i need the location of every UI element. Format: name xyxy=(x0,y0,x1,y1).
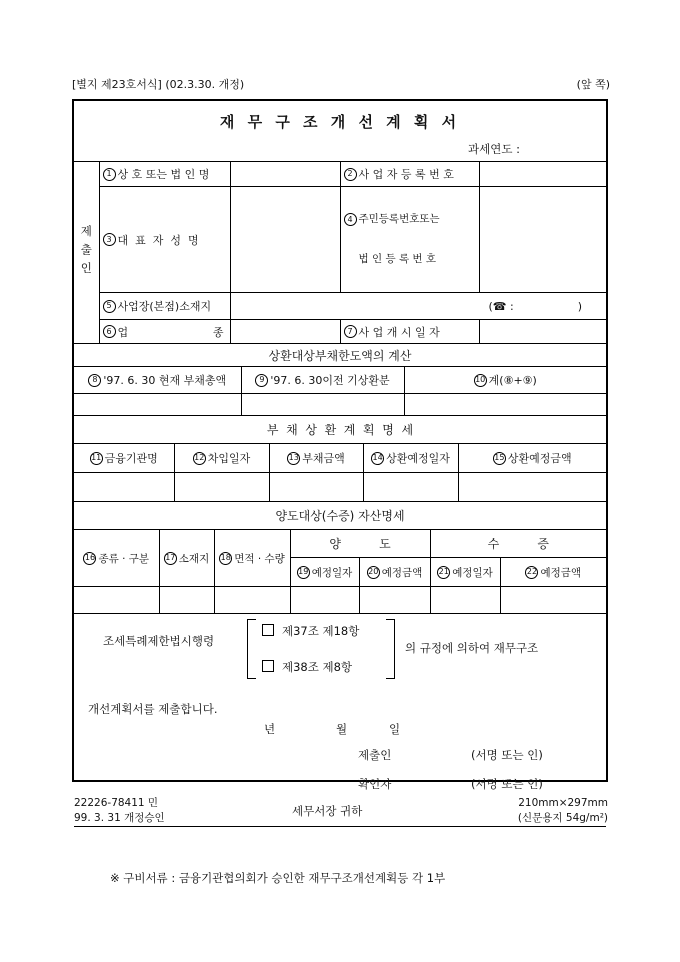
phone-open: (☎ : xyxy=(488,299,514,313)
asset-kind-header-cell xyxy=(74,530,159,587)
debt-amount-value-cell[interactable] xyxy=(269,473,363,502)
business-start-date-value-cell[interactable] xyxy=(479,320,606,344)
transfer-amount-header-cell xyxy=(359,558,430,587)
gift-amount-value-cell[interactable] xyxy=(500,587,606,614)
date-day-label: 일 xyxy=(389,722,401,736)
circled-13: 13 xyxy=(287,452,300,465)
declaration-suffix: 의 규정에 의하여 재무구조 xyxy=(405,641,539,655)
footer-right xyxy=(518,796,608,825)
confirmer-sign-note: (서명 또는 인) xyxy=(471,777,543,791)
representative-name-label: 대 표 자 성 명 xyxy=(117,233,199,247)
debt-amount-header: 부채금액 xyxy=(302,452,345,465)
prior-repaid-value-cell[interactable] xyxy=(241,394,404,416)
gift-date-header-cell xyxy=(430,558,500,587)
circled-15: 15 xyxy=(493,452,506,465)
asset-area-value-cell[interactable] xyxy=(214,587,290,614)
transfer-date-header: 예정일자 xyxy=(311,566,353,579)
asset-kind-value-cell[interactable] xyxy=(74,587,159,614)
repay-date-value-cell[interactable] xyxy=(363,473,458,502)
submitter-sign-note: (서명 또는 인) xyxy=(471,748,543,762)
gift-amount-header-cell xyxy=(500,558,606,587)
circled-11: 11 xyxy=(90,452,103,465)
debt-total-header-cell xyxy=(74,367,241,394)
form-reference-line xyxy=(72,76,610,92)
submitter-section xyxy=(74,161,606,343)
circled-8: 8 xyxy=(88,374,101,387)
company-name-value-cell[interactable] xyxy=(230,162,340,187)
business-reg-no-label-cell xyxy=(340,162,479,187)
circled-18: 18 xyxy=(219,552,232,565)
transfer-amount-header: 예정금액 xyxy=(381,566,423,579)
paper-spec: (신문용지 54g/m²) xyxy=(517,811,608,824)
attachment-note: ※ 구비서류 : 금융기관협의회가 승인한 재무구조개선계획등 각 1부 xyxy=(109,871,446,885)
gift-date-header: 예정일자 xyxy=(452,566,493,579)
date-year-label: 년 xyxy=(264,722,276,736)
repay-amount-header-cell xyxy=(458,444,606,473)
option-article-37 xyxy=(262,623,359,639)
company-name-label: 상 호 또는 법 인 명 xyxy=(117,168,210,181)
circled-10: 10 xyxy=(474,374,487,387)
submitter-table xyxy=(74,162,606,343)
submitter-sign-label: 제출인 xyxy=(358,748,392,762)
repay-date-header-cell xyxy=(363,444,458,473)
business-type-label-cell xyxy=(99,320,230,344)
circled-4: 4 xyxy=(344,213,357,226)
prior-repaid-header-cell xyxy=(241,367,404,394)
option-article-38 xyxy=(262,659,352,675)
circled-7: 7 xyxy=(344,325,357,338)
debt-amount-header-cell xyxy=(269,444,363,473)
option-37-checkbox[interactable] xyxy=(262,624,274,636)
business-address-label: 사업장(본점)소재지 xyxy=(117,300,212,313)
assets-table xyxy=(74,502,606,613)
gift-group-header: 수 증 xyxy=(430,530,606,558)
resident-reg-no-label-line1: 주민등록번호또는 xyxy=(358,213,440,226)
representative-name-label-cell xyxy=(99,187,230,293)
business-address-value-cell[interactable] xyxy=(230,293,606,320)
repayment-table xyxy=(74,416,606,501)
debt-sum-value-cell[interactable] xyxy=(404,394,606,416)
page-side-indicator: (앞 쪽) xyxy=(576,78,610,91)
debt-limit-table xyxy=(74,344,606,415)
repay-amount-header: 상환예정금액 xyxy=(507,452,572,465)
gift-date-value-cell[interactable] xyxy=(430,587,500,614)
title-section xyxy=(74,101,606,161)
law-name: 조세특례제한법시행령 xyxy=(103,634,215,648)
phone-close: ) xyxy=(577,299,582,313)
debt-total-header: '97. 6. 30 현재 부채총액 xyxy=(103,374,227,387)
declaration-line2: 개선계획서를 제출합니다. xyxy=(88,702,218,716)
revision-approval: 99. 3. 31 개정승인 xyxy=(74,811,165,824)
circled-19: 19 xyxy=(297,566,310,579)
paper-size: 210mm×297mm xyxy=(518,797,608,809)
document-title: 재 무 구 조 개 선 계 획 서 xyxy=(219,113,461,131)
date-month-label: 월 xyxy=(336,722,348,736)
bank-name-value-cell[interactable] xyxy=(74,473,174,502)
repayment-section xyxy=(74,415,606,501)
prior-repaid-header: '97. 6. 30이전 기상환분 xyxy=(270,374,390,387)
repayment-title: 부 채 상 환 계 획 명 세 xyxy=(74,416,606,444)
right-bracket xyxy=(386,619,395,679)
circled-3: 3 xyxy=(103,233,116,246)
business-type-label-right: 종 xyxy=(212,325,224,339)
debt-total-value-cell[interactable] xyxy=(74,394,241,416)
borrow-date-header: 차입일자 xyxy=(207,452,251,465)
debt-limit-section xyxy=(74,343,606,415)
company-name-label-cell xyxy=(99,162,230,187)
resident-reg-no-label-cell xyxy=(340,187,479,293)
asset-location-header: 소재지 xyxy=(178,552,210,565)
declaration-section xyxy=(74,613,606,826)
circled-12: 12 xyxy=(193,452,206,465)
circled-21: 21 xyxy=(437,566,450,579)
business-reg-no-value-cell[interactable] xyxy=(479,162,606,187)
business-start-date-label-cell xyxy=(340,320,479,344)
attachment-section xyxy=(74,826,606,885)
resident-reg-no-value-cell[interactable] xyxy=(479,187,606,293)
transfer-amount-value-cell[interactable] xyxy=(359,587,430,614)
option-38-checkbox[interactable] xyxy=(262,660,274,672)
asset-location-header-cell xyxy=(159,530,214,587)
bank-name-header: 금융기관명 xyxy=(104,452,158,465)
debt-sum-header-cell xyxy=(404,367,606,394)
business-start-date-label: 사 업 개 시 일 자 xyxy=(358,325,440,339)
circled-20: 20 xyxy=(367,566,380,579)
repay-amount-value-cell[interactable] xyxy=(458,473,606,502)
circled-2: 2 xyxy=(344,168,357,181)
borrow-date-value-cell[interactable] xyxy=(174,473,269,502)
circled-5: 5 xyxy=(103,300,116,313)
circled-6: 6 xyxy=(103,325,116,338)
footer-left xyxy=(74,796,165,825)
asset-area-header: 면적 · 수량 xyxy=(234,552,285,565)
borrow-date-header-cell xyxy=(174,444,269,473)
debt-limit-title: 상환대상부채한도액의 계산 xyxy=(74,344,606,367)
assets-title: 양도대상(수증) 자산명세 xyxy=(74,502,606,530)
bank-name-header-cell xyxy=(74,444,174,473)
business-type-value-cell[interactable] xyxy=(230,320,340,344)
form-code: 22226-78411 민 xyxy=(74,797,159,809)
gift-amount-header: 예정금액 xyxy=(540,566,582,579)
repay-date-header: 상환예정일자 xyxy=(386,452,450,465)
business-type-label-left: 업 xyxy=(117,325,129,339)
transfer-group-header: 양 도 xyxy=(290,530,430,558)
circled-1: 1 xyxy=(103,168,116,181)
option-37-label: 제37조 제18항 xyxy=(282,624,360,638)
asset-kind-header: 종류 · 구분 xyxy=(98,552,150,565)
debt-sum-header: 계(⑧+⑨) xyxy=(488,374,537,387)
form-reference: [별지 제23호서식] (02.3.30. 개정) xyxy=(72,78,245,91)
transfer-date-value-cell[interactable] xyxy=(290,587,359,614)
transfer-date-header-cell xyxy=(290,558,359,587)
circled-16: 16 xyxy=(83,552,96,565)
representative-name-value-cell[interactable] xyxy=(230,187,340,293)
circled-17: 17 xyxy=(164,552,177,565)
resident-reg-no-label-line2: 법 인 등 록 번 호 xyxy=(358,252,437,265)
circled-14: 14 xyxy=(371,452,384,465)
circled-22: 22 xyxy=(525,566,538,579)
confirmer-sign-label: 확인자 xyxy=(358,777,392,791)
business-address-label-cell xyxy=(99,293,230,320)
left-bracket xyxy=(247,619,256,679)
option-38-label: 제38조 제8항 xyxy=(282,660,353,674)
circled-9: 9 xyxy=(255,374,268,387)
submitter-group-cell xyxy=(74,162,99,343)
assets-section xyxy=(74,501,606,613)
asset-location-value-cell[interactable] xyxy=(159,587,214,614)
recipient-line: 세무서장 귀하 xyxy=(292,804,363,818)
submitter-group-label: 제출인 xyxy=(79,224,94,281)
business-reg-no-label: 사 업 자 등 록 번 호 xyxy=(358,168,454,181)
tax-year-label: 과세연도 : xyxy=(468,142,520,156)
asset-area-header-cell xyxy=(214,530,290,587)
